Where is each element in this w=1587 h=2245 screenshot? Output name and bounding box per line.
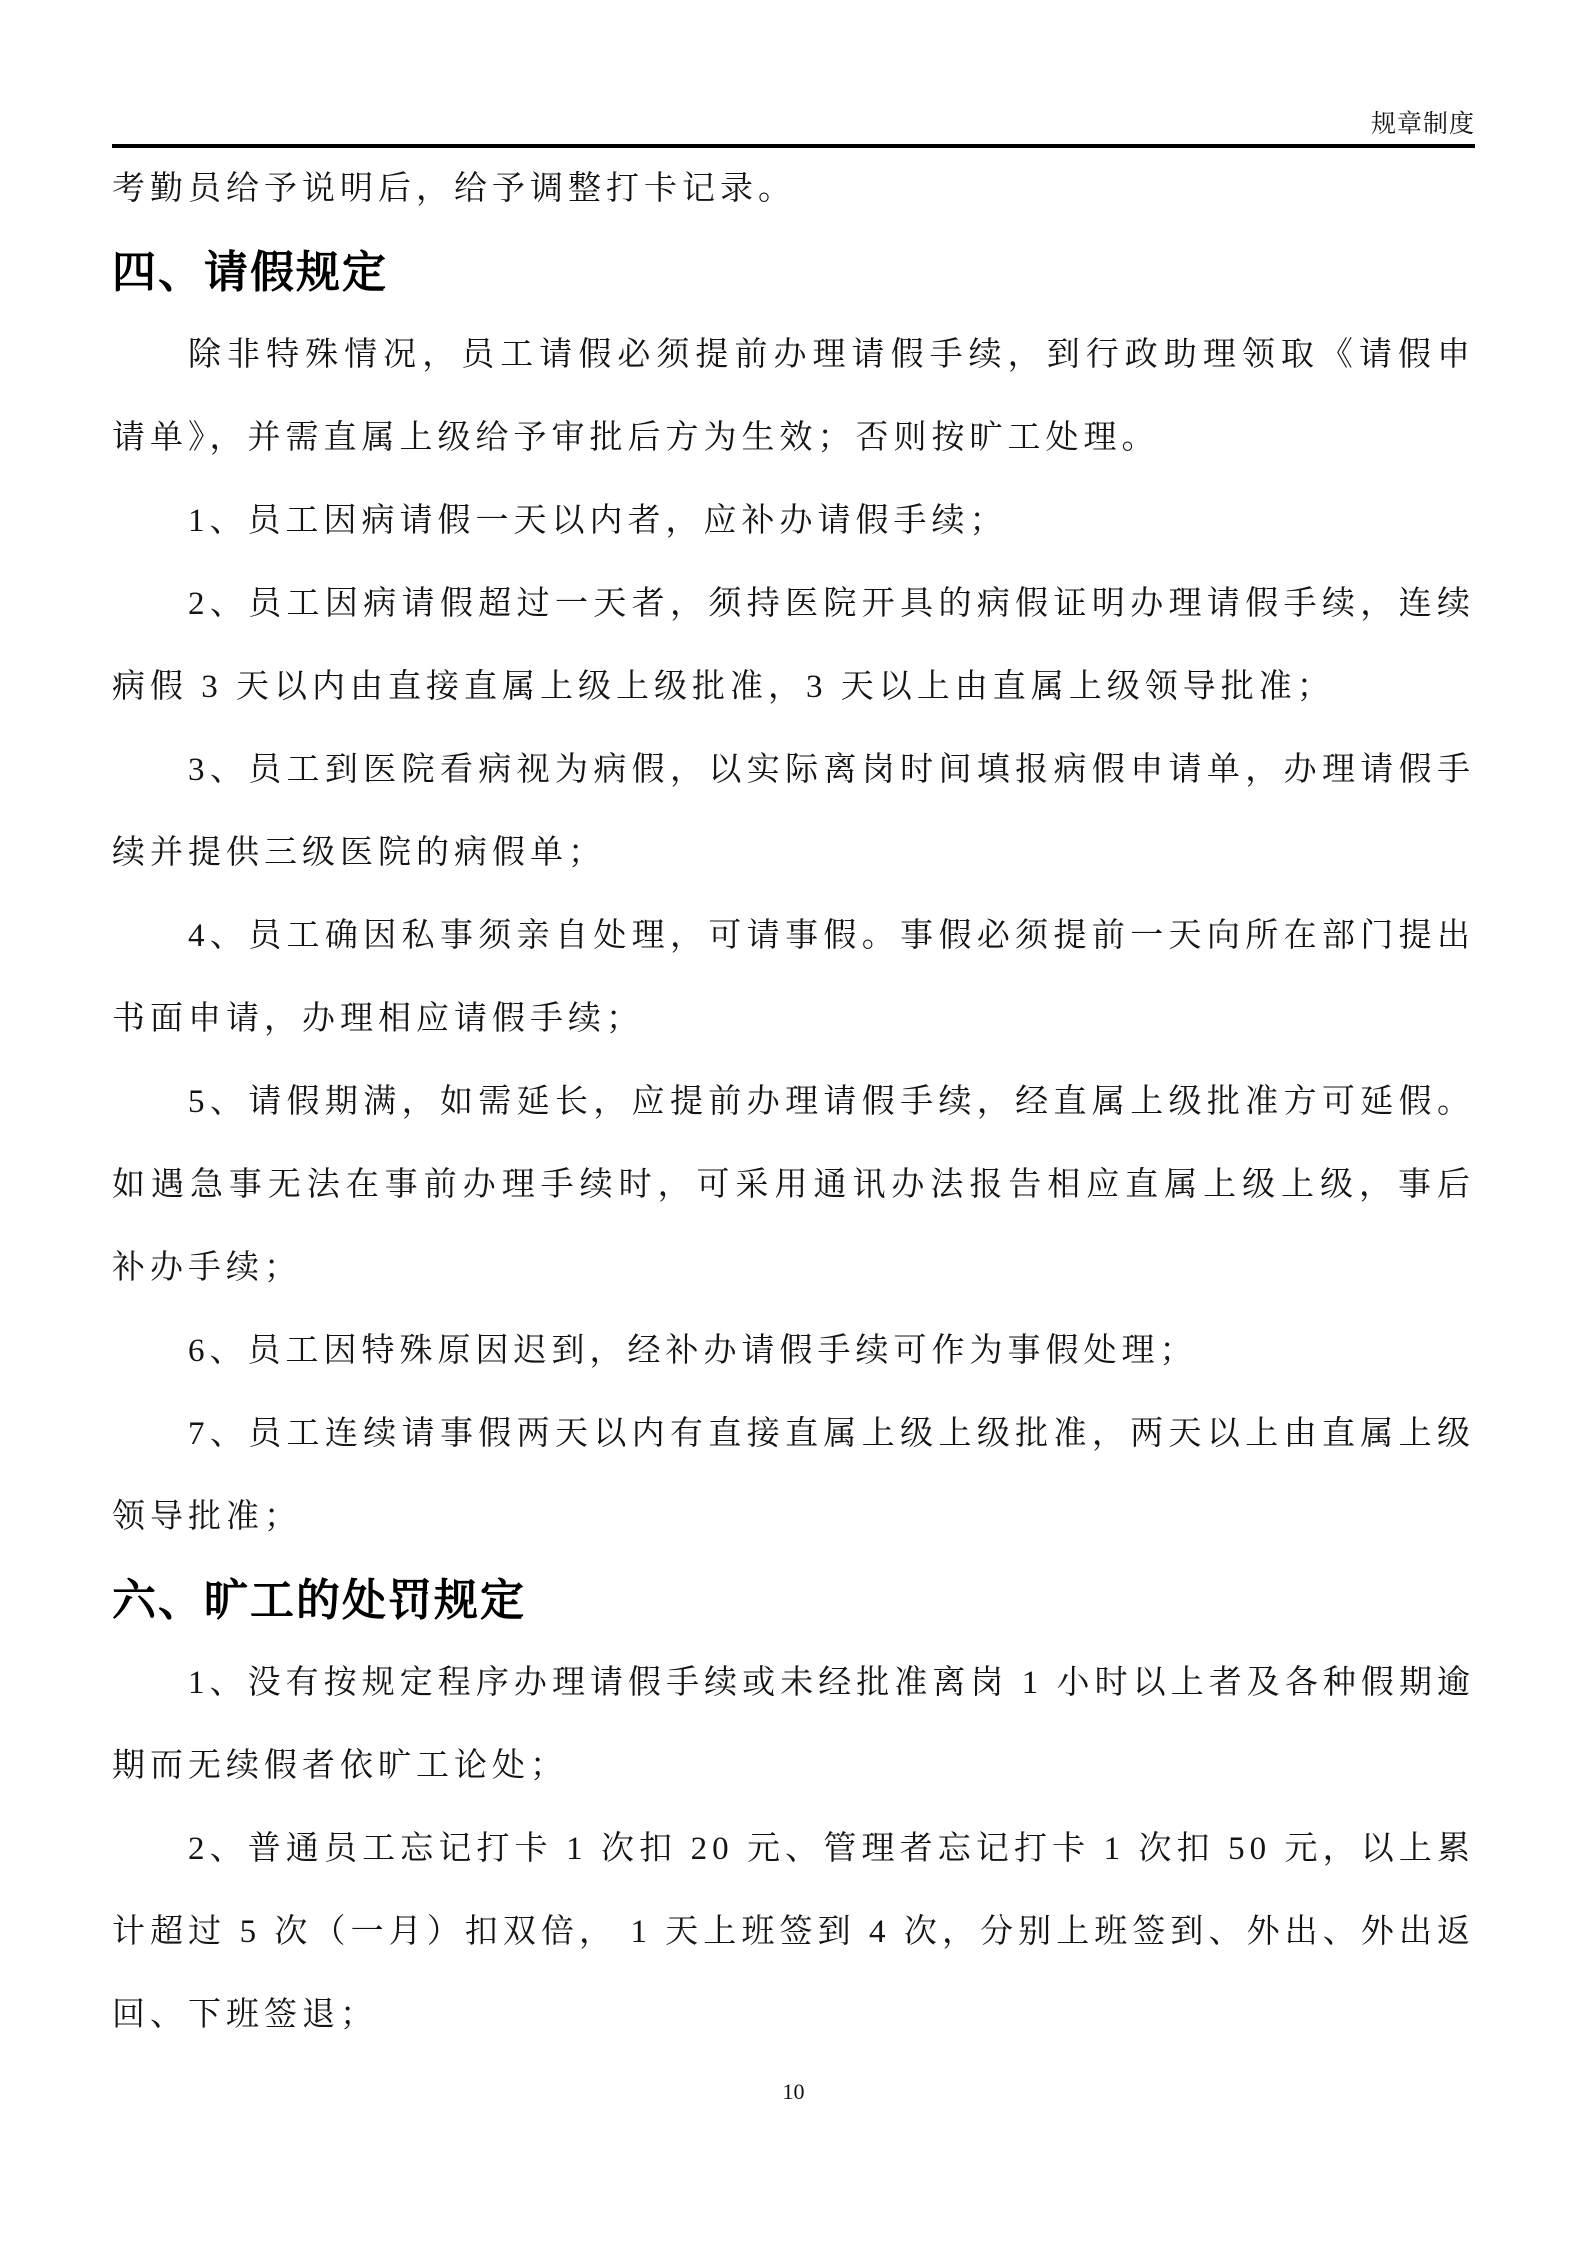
paragraph-intro-continuation: 考勤员给予说明后，给予调整打卡记录。 [112, 171, 796, 207]
list-item-absence-2: 2、普通员工忘记打卡 1 次扣 20 元、管理者忘记打卡 1 次扣 50 元，以上累计超过 5 次（一月）扣双倍， 1 天上班签到 4 次，分别上班签到、外出、外出返回、下班签退； [112, 1831, 1475, 2033]
paragraph-leave-intro: 除非特殊情况，员工请假必须提前办理请假手续，到行政助理领取《请假申请单》，并需直属上级给予审批后方为生效；否则按旷工处理。 [112, 337, 1475, 456]
page-number: 10 [782, 2079, 805, 2104]
list-item-leave-4: 4、员工确因私事须亲自处理，可请事假。事假必须提前一天向所在部门提出书面申请，办理相应请假手续； [112, 918, 1475, 1037]
document-body [112, 148, 1475, 2057]
list-item-leave-7: 7、员工连续请事假两天以内有直接直属上级上级批准，两天以上由直属上级领导批准； [112, 1416, 1475, 1535]
page-header [112, 0, 1475, 140]
heading-leave-rules: 四、请假规定 [112, 248, 388, 297]
page-footer [0, 2078, 1587, 2106]
list-item-absence-1: 1、没有按规定程序办理请假手续或未经批准离岗 1 小时以上者及各种假期逾期而无续假者依旷工论处； [112, 1665, 1475, 1784]
list-item-leave-3: 3、员工到医院看病视为病假，以实际离岗时间填报病假申请单，办理请假手续并提供三级医院的病假单； [112, 752, 1475, 871]
list-item-leave-6: 6、员工因特殊原因迟到，经补办请假手续可作为事假处理； [188, 1333, 1198, 1369]
list-item-leave-1: 1、员工因病请假一天以内者，应补办请假手续； [188, 503, 1008, 539]
list-item-leave-5: 5、请假期满，如需延长，应提前办理请假手续，经直属上级批准方可延假。如遇急事无法在事前办理手续时，可采用通讯办法报告相应直属上级上级，事后补办手续； [112, 1084, 1475, 1286]
heading-absence-penalty: 六、旷工的处罚规定 [112, 1576, 526, 1625]
list-item-leave-2: 2、员工因病请假超过一天者，须持医院开具的病假证明办理请假手续，连续病假 3 天以内由直接直属上级上级批准，3 天以上由直属上级领导批准； [112, 586, 1475, 705]
header-label: 规章制度 [1370, 111, 1475, 138]
